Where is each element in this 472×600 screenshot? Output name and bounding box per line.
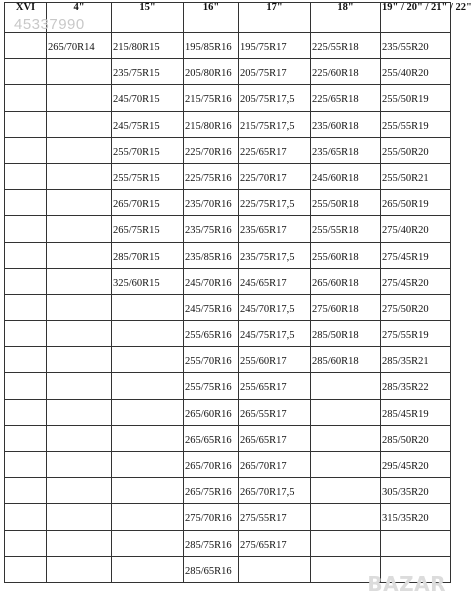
size-cell-16: 285/75R16 <box>184 530 239 556</box>
size-cell-18: 275/60R18 <box>311 294 381 320</box>
size-cell-18 <box>311 452 381 478</box>
col-header-4: 4" <box>47 3 112 33</box>
size-cell-xvi <box>5 530 47 556</box>
size-cell-4 <box>47 556 112 582</box>
size-cell-16: 275/70R16 <box>184 504 239 530</box>
table-row <box>5 504 451 530</box>
col-header-17: 17" <box>239 3 311 33</box>
size-cell-17: 235/65R17 <box>239 216 311 242</box>
size-cell-16: 265/70R16 <box>184 452 239 478</box>
size-cell-18 <box>311 556 381 582</box>
size-cell-17: 215/75R17,5 <box>239 111 311 137</box>
size-cell-19-22: 305/35R20 <box>381 478 451 504</box>
size-cell-xvi <box>5 347 47 373</box>
size-cell-19-22 <box>381 530 451 556</box>
size-cell-17: 265/70R17 <box>239 452 311 478</box>
size-cell-4 <box>47 111 112 137</box>
size-cell-15: 235/75R15 <box>112 59 184 85</box>
size-cell-15: 285/70R15 <box>112 242 184 268</box>
tire-size-sheet <box>4 2 472 600</box>
size-cell-xvi <box>5 478 47 504</box>
size-cell-15 <box>112 347 184 373</box>
size-cell-xvi <box>5 321 47 347</box>
col-header-15: 15" <box>112 3 184 33</box>
size-cell-4 <box>47 399 112 425</box>
size-cell-15 <box>112 294 184 320</box>
table-row <box>5 216 451 242</box>
col-header-19-22: 19" / 20" / 21" / 22" <box>381 3 451 33</box>
table-row <box>5 321 451 347</box>
size-cell-15 <box>112 425 184 451</box>
col-header-18: 18" <box>311 3 381 33</box>
size-cell-4 <box>47 242 112 268</box>
size-cell-16: 265/75R16 <box>184 478 239 504</box>
size-cell-17 <box>239 556 311 582</box>
size-cell-16: 215/75R16 <box>184 85 239 111</box>
table-row <box>5 425 451 451</box>
size-cell-xvi <box>5 190 47 216</box>
watermark-text: 45337990 <box>14 16 85 33</box>
table-row <box>5 85 451 111</box>
size-cell-19-22 <box>381 556 451 582</box>
size-cell-4 <box>47 85 112 111</box>
size-cell-17: 275/55R17 <box>239 504 311 530</box>
size-cell-xvi <box>5 242 47 268</box>
size-cell-4 <box>47 504 112 530</box>
size-cell-16: 265/65R16 <box>184 425 239 451</box>
table-row <box>5 33 451 59</box>
size-cell-17: 255/60R17 <box>239 347 311 373</box>
size-cell-19-22: 285/35R22 <box>381 373 451 399</box>
size-cell-xvi <box>5 268 47 294</box>
size-cell-15: 255/70R15 <box>112 137 184 163</box>
size-cell-19-22: 255/50R21 <box>381 163 451 189</box>
size-cell-xvi <box>5 59 47 85</box>
size-cell-18: 285/60R18 <box>311 347 381 373</box>
size-cell-xvi <box>5 85 47 111</box>
size-cell-18: 225/60R18 <box>311 59 381 85</box>
size-cell-xvi <box>5 111 47 137</box>
size-cell-17: 275/65R17 <box>239 530 311 556</box>
size-cell-15 <box>112 373 184 399</box>
size-cell-4 <box>47 137 112 163</box>
size-cell-4 <box>47 321 112 347</box>
size-cell-19-22: 285/50R20 <box>381 425 451 451</box>
size-cell-16: 235/70R16 <box>184 190 239 216</box>
size-cell-15 <box>112 478 184 504</box>
size-cell-18 <box>311 425 381 451</box>
size-cell-15: 245/75R15 <box>112 111 184 137</box>
size-cell-4 <box>47 216 112 242</box>
size-cell-xvi <box>5 163 47 189</box>
size-cell-16: 255/70R16 <box>184 347 239 373</box>
size-cell-15 <box>112 530 184 556</box>
size-cell-17: 265/55R17 <box>239 399 311 425</box>
size-cell-19-22: 315/35R20 <box>381 504 451 530</box>
table-row <box>5 59 451 85</box>
size-cell-16: 285/65R16 <box>184 556 239 582</box>
table-body <box>5 33 451 583</box>
size-cell-16: 245/70R16 <box>184 268 239 294</box>
col-header-16: 16" <box>184 3 239 33</box>
size-cell-15: 215/80R15 <box>112 33 184 59</box>
size-cell-19-22: 255/55R19 <box>381 111 451 137</box>
size-cell-18: 265/60R18 <box>311 268 381 294</box>
size-cell-xvi <box>5 33 47 59</box>
size-cell-xvi <box>5 399 47 425</box>
size-cell-16: 245/75R16 <box>184 294 239 320</box>
size-cell-4 <box>47 268 112 294</box>
size-cell-4 <box>47 425 112 451</box>
size-cell-18 <box>311 373 381 399</box>
size-cell-xvi <box>5 373 47 399</box>
size-cell-16: 255/65R16 <box>184 321 239 347</box>
size-cell-15: 245/70R15 <box>112 85 184 111</box>
size-cell-19-22: 235/55R20 <box>381 33 451 59</box>
size-cell-17: 225/65R17 <box>239 137 311 163</box>
size-cell-16: 255/75R16 <box>184 373 239 399</box>
size-cell-17: 205/75R17,5 <box>239 85 311 111</box>
size-cell-19-22: 275/40R20 <box>381 216 451 242</box>
size-cell-18: 235/65R18 <box>311 137 381 163</box>
size-cell-4 <box>47 452 112 478</box>
size-cell-15 <box>112 399 184 425</box>
size-cell-18: 255/50R18 <box>311 190 381 216</box>
table-row <box>5 190 451 216</box>
size-cell-18: 235/60R18 <box>311 111 381 137</box>
table-row <box>5 163 451 189</box>
size-cell-4 <box>47 373 112 399</box>
size-cell-16: 195/85R16 <box>184 33 239 59</box>
size-cell-17: 265/70R17,5 <box>239 478 311 504</box>
table-row <box>5 478 451 504</box>
col-header-xvi: XVI <box>5 3 47 33</box>
table-row <box>5 137 451 163</box>
size-cell-xvi <box>5 504 47 530</box>
size-cell-xvi <box>5 294 47 320</box>
size-cell-xvi <box>5 137 47 163</box>
size-cell-xvi <box>5 452 47 478</box>
size-cell-18 <box>311 530 381 556</box>
size-cell-19-22: 275/50R20 <box>381 294 451 320</box>
size-cell-15 <box>112 452 184 478</box>
size-cell-17: 225/70R17 <box>239 163 311 189</box>
size-cell-4: 265/70R14 <box>47 33 112 59</box>
size-cell-15: 325/60R15 <box>112 268 184 294</box>
bazar-logo: BAZAR <box>367 572 446 596</box>
size-cell-16: 235/75R16 <box>184 216 239 242</box>
size-cell-16: 235/85R16 <box>184 242 239 268</box>
size-cell-19-22: 275/55R19 <box>381 321 451 347</box>
size-cell-19-22: 285/35R21 <box>381 347 451 373</box>
size-cell-15: 255/75R15 <box>112 163 184 189</box>
size-cell-19-22: 255/50R19 <box>381 85 451 111</box>
size-cell-15: 265/70R15 <box>112 190 184 216</box>
size-cell-16: 205/80R16 <box>184 59 239 85</box>
size-cell-19-22: 295/45R20 <box>381 452 451 478</box>
size-cell-18: 255/55R18 <box>311 216 381 242</box>
size-cell-15 <box>112 504 184 530</box>
header-row <box>5 3 451 33</box>
size-cell-16: 225/70R16 <box>184 137 239 163</box>
size-cell-15 <box>112 321 184 347</box>
size-cell-17: 265/65R17 <box>239 425 311 451</box>
size-cell-15: 265/75R15 <box>112 216 184 242</box>
size-cell-18 <box>311 478 381 504</box>
size-cell-17: 225/75R17,5 <box>239 190 311 216</box>
size-cell-17: 245/70R17,5 <box>239 294 311 320</box>
size-cell-4 <box>47 59 112 85</box>
size-cell-18: 225/65R18 <box>311 85 381 111</box>
size-cell-15 <box>112 556 184 582</box>
table-row <box>5 111 451 137</box>
table-row <box>5 268 451 294</box>
size-cell-4 <box>47 478 112 504</box>
size-cell-4 <box>47 190 112 216</box>
size-cell-19-22: 275/45R19 <box>381 242 451 268</box>
size-cell-18: 255/60R18 <box>311 242 381 268</box>
size-cell-18: 245/60R18 <box>311 163 381 189</box>
size-cell-4 <box>47 294 112 320</box>
size-cell-xvi <box>5 425 47 451</box>
size-cell-17: 235/75R17,5 <box>239 242 311 268</box>
table-row <box>5 530 451 556</box>
size-cell-16: 215/80R16 <box>184 111 239 137</box>
size-cell-17: 245/65R17 <box>239 268 311 294</box>
table-row <box>5 556 451 582</box>
size-cell-4 <box>47 347 112 373</box>
size-cell-16: 225/75R16 <box>184 163 239 189</box>
size-cell-17: 195/75R17 <box>239 33 311 59</box>
size-cell-16: 265/60R16 <box>184 399 239 425</box>
size-cell-17: 255/65R17 <box>239 373 311 399</box>
size-cell-xvi <box>5 216 47 242</box>
size-cell-4 <box>47 163 112 189</box>
size-cell-18 <box>311 399 381 425</box>
table-row <box>5 399 451 425</box>
size-cell-4 <box>47 530 112 556</box>
size-cell-19-22: 275/45R20 <box>381 268 451 294</box>
size-cell-19-22: 265/50R19 <box>381 190 451 216</box>
size-cell-17: 205/75R17 <box>239 59 311 85</box>
size-cell-18: 225/55R18 <box>311 33 381 59</box>
size-cell-xvi <box>5 556 47 582</box>
size-cell-19-22: 255/50R20 <box>381 137 451 163</box>
tire-size-table <box>4 2 472 583</box>
table-row <box>5 242 451 268</box>
size-cell-17: 245/75R17,5 <box>239 321 311 347</box>
table-row <box>5 373 451 399</box>
table-row <box>5 347 451 373</box>
size-cell-19-22: 255/40R20 <box>381 59 451 85</box>
table-row <box>5 294 451 320</box>
size-cell-19-22: 285/45R19 <box>381 399 451 425</box>
table-row <box>5 452 451 478</box>
size-cell-18 <box>311 504 381 530</box>
size-cell-18: 285/50R18 <box>311 321 381 347</box>
